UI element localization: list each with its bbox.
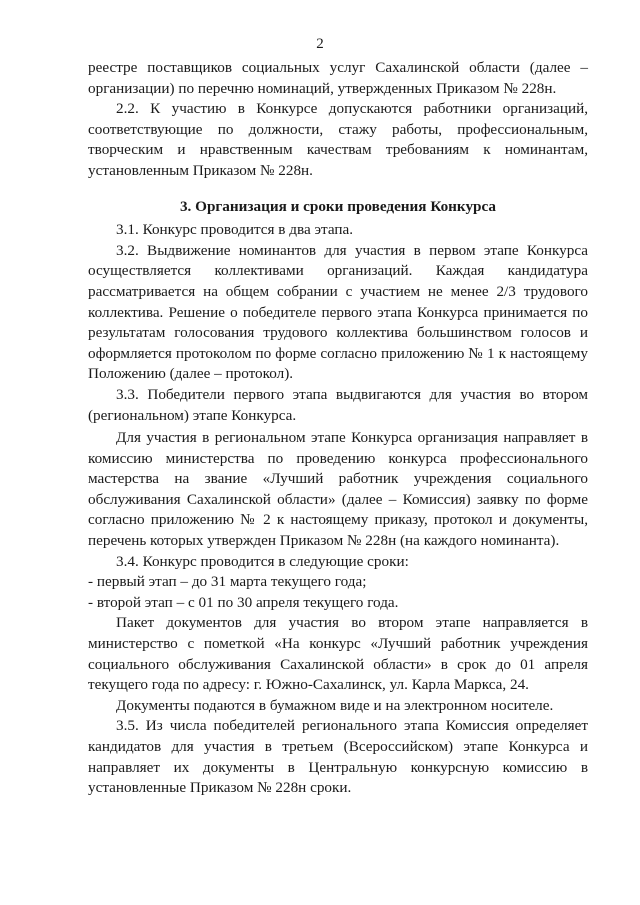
list-item-first-stage: - первый этап – до 31 марта текущего года; xyxy=(88,573,367,591)
paragraph-3-4: 3.4. Конкурс проводится в следующие сроки: xyxy=(116,552,409,570)
paragraph-2-2: 2.2. К участию в Конкурсе допускаются работники организаций, соответствующие по должности, стажу работы, профессиональным, творческим и нравственным качествам требованиям к номинантам, установленным Приказом № 228н. xyxy=(88,100,588,179)
paragraph-3-2: 3.2. Выдвижение номинантов для участия в первом этапе Конкурса осуществляется коллективами организаций. Каждая кандидатура рассматривается на общем собрании с участием не менее 2/3 трудового коллектива. Решение о победителе первого этапа Конкурса принимается по результатам голосования трудового коллектива большинством голосов и оформляется протоколом по форме согласно приложению № 1 к настоящему Положению (далее – протокол). xyxy=(88,241,588,383)
paragraph-3-3: 3.3. Победители первого этапа выдвигаются для участия во втором (региональном) этапе Конкурса. xyxy=(88,385,588,424)
page-number: 2 xyxy=(316,36,324,52)
paragraph-3-5: 3.5. Из числа победителей регионального этапа Комиссия определяет кандидатов для участия в третьем (Всероссийском) этапе Конкурса и направляет их документы в Центральную конкурсную комиссию в установленные Приказом № 228н сроки. xyxy=(88,717,588,797)
document-body xyxy=(88,58,588,799)
paragraph-documents-package: Пакет документов для участия во втором этапе направляется в министерство с пометкой «На конкурс «Лучший работник учреждения социального обслуживания Сахалинской области» в срок до 01 апреля текущего года по адресу: г. Южно-Сахалинск, ул. Карла Маркса, 24. xyxy=(88,614,588,694)
paragraph-continuation: реестре поставщиков социальных услуг Сахалинской области (далее – организации) по перечню номинаций, утвержденных Приказом № 228н. xyxy=(88,59,588,97)
list-item-second-stage: - второй этап – с 01 по 30 апреля текущего года. xyxy=(88,593,399,611)
paragraph-3-1: 3.1. Конкурс проводится в два этапа. xyxy=(116,221,354,239)
paragraph-documents-format: Документы подаются в бумажном виде и на электронном носителе. xyxy=(116,696,554,714)
section-heading: 3. Организация и сроки проведения Конкурса xyxy=(179,197,497,215)
paragraph-regional-stage: Для участия в региональном этапе Конкурса организация направляет в комиссию министерства по проведению конкурса профессионального мастерства на звание «Лучший работник учреждения социального обслуживания Сахалинской области» (далее – Комиссия) заявку по форме согласно приложению № 2 к настоящему приказу, протокол и документы, перечень которых утвержден Приказом № 228н (на каждого номинанта). xyxy=(88,429,588,550)
